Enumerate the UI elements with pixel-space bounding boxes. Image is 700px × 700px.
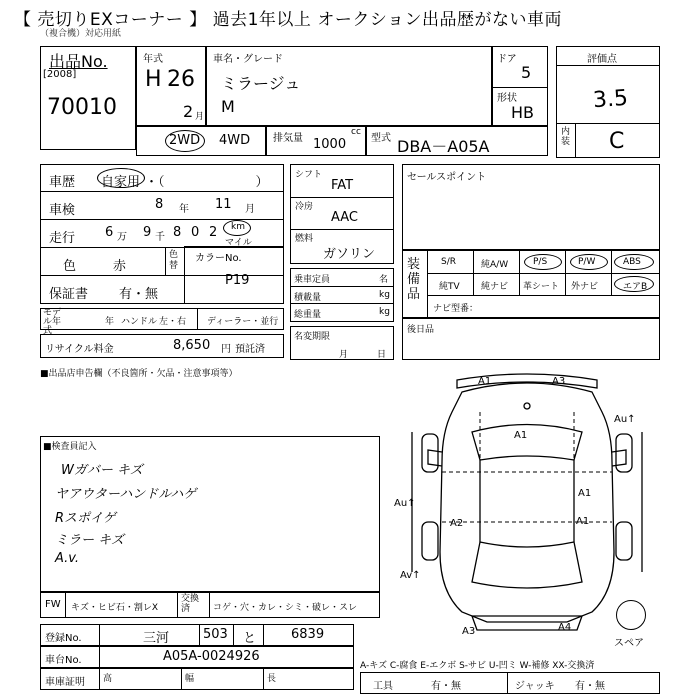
displacement-label: 排気量: [273, 133, 303, 144]
registration-kana: と: [243, 631, 257, 646]
model-year-handle: ハンドル: [121, 317, 158, 327]
mileage-d1: 6: [105, 225, 114, 240]
capacity-box: [290, 268, 394, 322]
equip-navi: 純ナビ: [481, 282, 509, 292]
sales-point-label: セールスポイント: [407, 172, 487, 183]
mark-front-right: A3: [552, 376, 566, 387]
capacity-unit: 名: [379, 275, 389, 285]
model-year-unit: 年: [105, 317, 115, 327]
tools-row: [360, 672, 660, 694]
equipment-label: 装備品: [407, 257, 421, 302]
damage-legend: A-キズ C-腐食 E-エクボ S-サビ U-凹ミ W-補修 XX-交換済: [360, 661, 595, 671]
mileage-d3: 8: [173, 225, 182, 240]
reg-cert-label: 車庫証明: [45, 677, 85, 688]
doors-shape-box: [492, 46, 548, 126]
model-grade: M: [221, 97, 235, 116]
mark-left-door: A2: [450, 518, 464, 529]
mark-right-rear: A1: [576, 516, 590, 527]
history-label: 車歴: [49, 175, 76, 190]
equip-ps: P/S: [533, 257, 548, 267]
tools-label: 工具: [373, 681, 393, 692]
lot-label: 出品No.: [49, 52, 108, 71]
recycle-note: 預託済: [235, 344, 265, 355]
mileage-d4: 0: [191, 225, 200, 240]
jack-label: ジャッキ: [515, 681, 555, 692]
doors-value: 5: [521, 63, 532, 82]
equip-ext-navi: 外ナビ: [571, 282, 599, 292]
reg-cert-length: 長: [267, 674, 277, 684]
spec-box: [290, 164, 394, 264]
mileage-label: 走行: [49, 231, 76, 246]
color-code-box: [184, 246, 284, 304]
ac-value: AAC: [331, 210, 358, 225]
drive-4wd: 4WD: [219, 133, 251, 148]
fuel-label: 燃料: [295, 234, 314, 244]
equip-tv: 純TV: [439, 282, 460, 292]
rating-box: [556, 46, 660, 158]
capacity-label: 乗車定員: [294, 275, 331, 285]
history-value: 自家用: [101, 175, 141, 190]
doors-label: ドア: [497, 54, 517, 65]
banner: 【 売切りEXコーナー 】 過去1年以上 オークション出品歴がない車両: [0, 0, 700, 32]
drive-2wd: 2WD: [169, 133, 201, 148]
fw-label: FW: [45, 599, 61, 610]
equip-aw: 純A/W: [481, 260, 509, 270]
interior-label: 内装: [561, 127, 571, 147]
equip-abs: ABS: [623, 257, 641, 267]
recycle-value: 8,650: [173, 338, 211, 353]
interior-value: C: [609, 129, 625, 154]
chassis-label: 車台No.: [45, 655, 82, 666]
inspector-note-2: ヤアウターハンドルハゲ: [55, 487, 197, 502]
equip-airbag: エアB: [623, 282, 648, 292]
recycle-label: リサイクル料金: [45, 344, 114, 355]
weight-unit: kg: [379, 307, 390, 317]
registration-label: 登録No.: [45, 633, 82, 644]
mileage-unit-km: km: [231, 222, 245, 232]
fuel-value: ガソリン: [323, 247, 376, 262]
reg-change-box: [290, 326, 394, 360]
shift-label: シフト: [295, 170, 323, 180]
model-box: [206, 46, 492, 126]
mileage-u2: 千: [155, 232, 165, 243]
year-label: 年式: [143, 54, 163, 65]
equip-sr: S/R: [441, 257, 456, 267]
declaration-label: ■出品店申告欄（不良箇所・欠品・注意事項等）: [40, 369, 238, 379]
spare-tire-icon: [616, 600, 646, 630]
spare-label: スペア: [614, 638, 644, 649]
rear-seat-label: 後日品: [407, 325, 435, 335]
fw-replaced: 交換済: [181, 594, 200, 614]
fw-items2: コゲ・穴・カレ・シミ・破レ・スレ: [213, 603, 358, 613]
equip-leather: 革シート: [523, 282, 560, 292]
model-year-label: モデル年式: [43, 308, 62, 336]
mark-right-door: A1: [578, 488, 592, 499]
ac-label: 冷房: [295, 202, 314, 212]
sales-point-box: [402, 164, 660, 250]
year-month: 2: [183, 102, 194, 121]
chassis-row: [40, 646, 354, 668]
year-era: H: [145, 67, 162, 92]
displacement-box: [266, 126, 366, 156]
model-year-row: [40, 308, 284, 336]
inspector-label: ■検査員記入: [43, 442, 97, 452]
mark-hood: A1: [514, 430, 528, 441]
reg-cert-height: 高: [103, 674, 113, 684]
load-unit: kg: [379, 290, 390, 300]
load-label: 積載量: [294, 293, 322, 303]
equip-navi-model: ナビ型番：: [433, 304, 479, 314]
registration-number: 503: [203, 627, 228, 642]
mileage-unit-mile: マイル: [225, 238, 252, 248]
rating-score: 3.5: [592, 85, 629, 114]
equip-pw: P/W: [578, 257, 596, 267]
inspector-note-4: ミラー キズ: [55, 533, 124, 548]
year-value: 26: [167, 67, 195, 92]
inspector-box: [40, 436, 380, 592]
mark-left-side: Au↑: [394, 498, 416, 509]
inspection-year-unit: 年: [179, 204, 189, 215]
top-partial-text: （複合機）対応用紙: [40, 29, 122, 39]
registration-place: 三河: [143, 631, 170, 646]
model-name: ミラージュ: [221, 74, 301, 93]
warranty-label: 保証書: [49, 287, 89, 302]
fw-row: [40, 592, 380, 618]
shift-value: FAT: [331, 178, 354, 193]
lot-number: 70010: [47, 95, 117, 120]
recycle-row: [40, 334, 284, 358]
warranty-value: 有・無: [119, 287, 159, 302]
registration-row: [40, 624, 354, 646]
rear-seat-box: [402, 318, 660, 360]
shape-value: HB: [511, 103, 535, 122]
tools-value: 有・無: [431, 681, 461, 692]
recycle-unit: 円: [221, 344, 231, 355]
rating-label: 評価点: [587, 54, 617, 65]
model-code-box: [366, 126, 548, 156]
jack-value: 有・無: [575, 681, 605, 692]
reg-change-label: 名変期限: [294, 332, 331, 342]
model-label: 車名・グレード: [213, 54, 283, 65]
reg-cert-row: [40, 668, 354, 690]
inspection-label: 車検: [49, 203, 76, 218]
chassis-value: A05A-0024926: [163, 649, 260, 664]
mark-rear-right: A4: [558, 622, 572, 633]
mileage-u1: 万: [117, 232, 127, 243]
year-box: [136, 46, 206, 126]
inspection-month-unit: 月: [245, 204, 255, 215]
model-year-lr: 左・右: [159, 317, 187, 327]
displacement-value: 1000: [313, 137, 347, 152]
weight-label: 総重量: [294, 310, 322, 320]
color-code-value: P19: [225, 273, 250, 288]
model-code-label: 型式: [371, 133, 391, 144]
inspection-year: 8: [155, 197, 164, 212]
inspector-note-5: A.v.: [55, 551, 80, 566]
reg-cert-width: 幅: [185, 674, 195, 684]
lot-box: [40, 46, 136, 150]
lot-year-tag: [2008]: [43, 69, 77, 80]
color-code-label: カラーNo.: [195, 253, 242, 264]
model-year-dealer: ディーラー・並行: [207, 317, 279, 327]
reg-change-day: 日: [377, 350, 387, 360]
drive-box: [136, 126, 266, 156]
inspector-note-1: Wガバー キズ: [61, 463, 143, 478]
year-month-unit: 月: [195, 112, 205, 122]
model-code-value: DBA－A05A: [397, 137, 490, 156]
registration-serial: 6839: [291, 627, 325, 642]
reg-change-month: 月: [339, 350, 349, 360]
color-change-label: 色替: [169, 250, 179, 271]
mark-front-left: A1: [478, 376, 492, 387]
mileage-d5: 2: [209, 225, 218, 240]
displacement-unit: cc: [351, 127, 361, 137]
color-label: 色: [63, 259, 77, 274]
fw-items: キズ・ヒビ石・割レX: [71, 603, 158, 613]
inspection-month: 11: [215, 197, 232, 212]
inspector-note-3: Rスポイゲ: [55, 511, 116, 526]
shape-label: 形状: [497, 93, 517, 104]
history-rest: ・（ ）: [145, 175, 269, 190]
mileage-d2: 9: [143, 225, 152, 240]
mark-rear-left: A3: [462, 626, 476, 637]
mark-right-front: Au↑: [614, 414, 636, 425]
equipment-box: [402, 250, 660, 318]
mark-left-rear: Av↑: [400, 570, 421, 581]
car-damage-diagram: [392, 372, 662, 642]
color-value: 赤: [113, 259, 127, 274]
